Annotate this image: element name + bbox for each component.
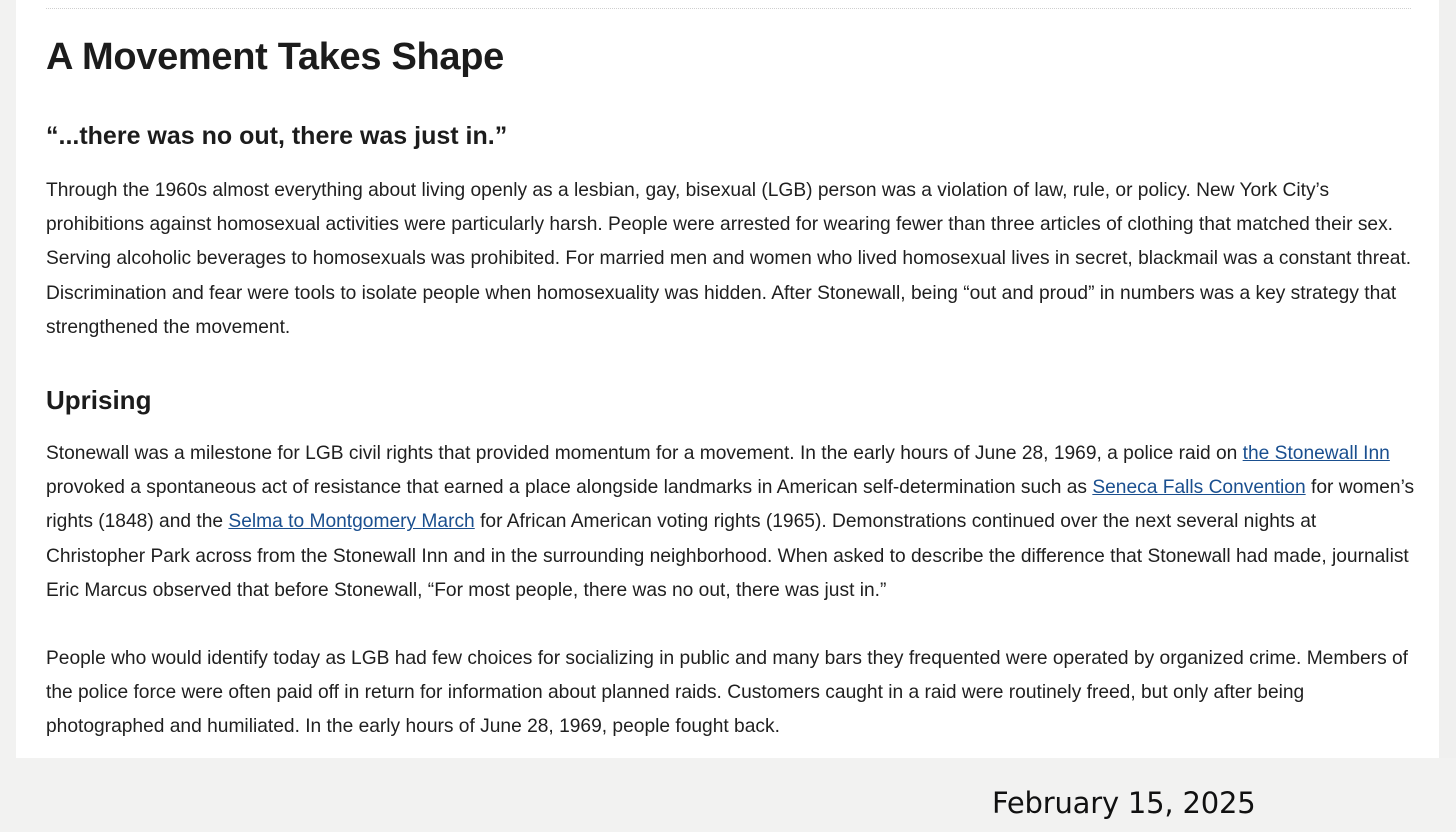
quote-heading: “...there was no out, there was just in.” (46, 122, 508, 150)
article-page (16, 0, 1439, 758)
date-stamp: February 15, 2025 (992, 786, 1256, 820)
uprising-text-4: for African American voting rights (1965). Demonstrations continued over the next several nights at Christopher Park across from the Stonewall Inn and in the surrounding neighborhood. When asked to describe the difference that Stonewall had made, journalist Eric Marcus observed that before Stonewall, “For most people, there was no out, there was just in.” (46, 511, 1409, 601)
intro-paragraph: Through the 1960s almost everything about living openly as a lesbian, gay, bisexual (LGB) person was a violation of law, rule, or policy. New York City’s prohibitions against homosexual activities were particularly harsh. People were arrested for wearing fewer than three articles of clothing that matched their sex. Serving alcoholic beverages to homosexuals was prohibited. For married men and women who lived homosexual lives in secret, blackmail was a constant threat. Discrimination and fear were tools to isolate people when homosexuality was hidden. After Stonewall, being “out and proud” in numbers was a key strategy that strengthened the movement. (46, 180, 1412, 338)
stonewall-inn-link[interactable]: the Stonewall Inn (1242, 443, 1390, 464)
page-edge (1439, 0, 1456, 758)
uprising-text-1: Stonewall was a milestone for LGB civil rights that provided momentum for a movement. In the early hours of June 28, 1969, a police raid on (46, 443, 1243, 464)
uprising-text-3: for women’s rights (1848) and the (46, 477, 1415, 533)
bars-paragraph: People who would identify today as LGB had few choices for socializing in public and many bars they frequented were operated by organized crime. Members of the police force were often paid off in return for information about planned raids. Customers caught in a raid were routinely freed, but only after being photographed and humiliated. In the early hours of June 28, 1969, people fought back. (46, 648, 1408, 738)
page-title: A Movement Takes Shape (46, 36, 504, 78)
top-divider (46, 8, 1411, 9)
section-heading-uprising: Uprising (46, 385, 152, 415)
seneca-falls-link[interactable]: Seneca Falls Convention (1092, 477, 1306, 499)
uprising-paragraph (46, 437, 1416, 608)
uprising-text-2: provoked a spontaneous act of resistance that earned a place alongside landmarks in American self-determination such as (46, 477, 1093, 499)
selma-montgomery-link[interactable]: Selma to Montgomery March (228, 511, 475, 533)
